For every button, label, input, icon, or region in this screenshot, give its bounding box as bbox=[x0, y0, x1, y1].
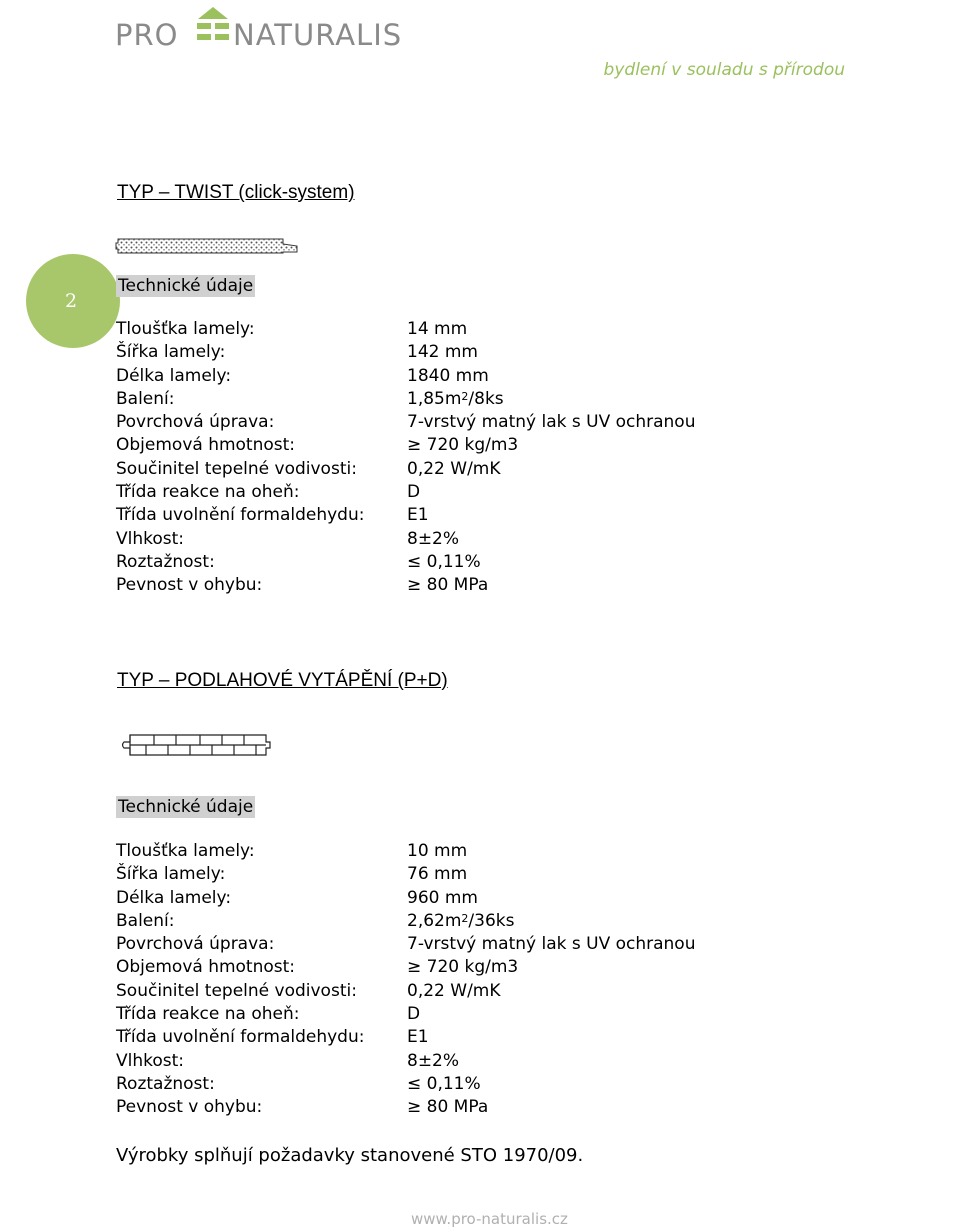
spec-label: Pevnost v ohybu: bbox=[116, 1097, 263, 1118]
spec-value-superscript: 2 bbox=[461, 389, 469, 403]
spec-label: Tloušťka lamely: bbox=[116, 841, 255, 861]
spec-value bbox=[407, 388, 504, 411]
footer-website: www.pro-naturalis.cz bbox=[411, 1210, 568, 1228]
spec-value: ≥ 720 kg/m3 bbox=[407, 957, 519, 978]
spec-value: ≤ 0,11% bbox=[407, 551, 481, 572]
spec-label: Třída uvolnění formaldehydu: bbox=[116, 1027, 365, 1048]
house-logo-icon bbox=[195, 6, 231, 52]
spec-label: Šířka lamely: bbox=[116, 342, 226, 363]
spec-value: D bbox=[407, 482, 421, 503]
spec-label: Objemová hmotnost: bbox=[116, 435, 296, 456]
spec-label: Objemová hmotnost: bbox=[116, 957, 296, 978]
spec-label: Délka lamely: bbox=[116, 365, 232, 386]
spec-value-main: 1,85m bbox=[407, 388, 462, 409]
spec-value-main: 2,62m bbox=[407, 910, 462, 931]
spec-value: 8±2% bbox=[407, 528, 460, 549]
spec-value: 0,22 W/mK bbox=[407, 458, 501, 479]
spec-label: Vlhkost: bbox=[116, 1050, 185, 1071]
spec-value: 7-vrstvý matný lak s UV ochranou bbox=[407, 412, 696, 433]
spec-value: E1 bbox=[407, 1027, 429, 1048]
spec-value-suffix: /36ks bbox=[468, 910, 515, 931]
spec-label: Balení: bbox=[116, 388, 175, 409]
spec-label: Balení: bbox=[116, 910, 175, 931]
spec-value: 10 mm bbox=[407, 841, 468, 861]
page-number: 2 bbox=[64, 290, 78, 312]
section-subheading: Technické údaje bbox=[118, 797, 254, 817]
spec-value: 960 mm bbox=[407, 887, 478, 908]
spec-label: Třída reakce na oheň: bbox=[116, 1004, 300, 1025]
spec-value: 0,22 W/mK bbox=[407, 980, 501, 1001]
spec-value: D bbox=[407, 1004, 421, 1025]
spec-value: ≥ 80 MPa bbox=[407, 575, 489, 596]
logo-text-pro: PRO bbox=[115, 18, 179, 52]
spec-value: 7-vrstvý matný lak s UV ochranou bbox=[407, 934, 696, 955]
spec-label: Součinitel tepelné vodivosti: bbox=[116, 458, 357, 479]
page-number-badge bbox=[26, 254, 120, 348]
compliance-note: Výrobky splňují požadavky stanovené STO 1970/09. bbox=[116, 1145, 584, 1166]
spec-value: 142 mm bbox=[407, 342, 478, 363]
spec-value: 76 mm bbox=[407, 864, 468, 885]
spec-value: ≥ 80 MPa bbox=[407, 1097, 489, 1118]
spec-label: Povrchová úprava: bbox=[116, 412, 275, 433]
spec-value: 1840 mm bbox=[407, 365, 489, 386]
spec-label: Pevnost v ohybu: bbox=[116, 575, 263, 596]
logo-text-naturalis: NATURALIS bbox=[233, 18, 403, 52]
spec-label: Roztažnost: bbox=[116, 551, 215, 572]
spec-value: E1 bbox=[407, 505, 429, 526]
spec-label: Povrchová úprava: bbox=[116, 934, 275, 955]
product-type-title: TYP – TWIST (click-system) bbox=[117, 182, 355, 203]
tagline: bydlení v souladu s přírodou bbox=[603, 60, 845, 80]
spec-label: Třída uvolnění formaldehydu: bbox=[116, 505, 365, 526]
spec-label: Délka lamely: bbox=[116, 887, 232, 908]
spec-label: Třída reakce na oheň: bbox=[116, 482, 300, 503]
spec-label: Vlhkost: bbox=[116, 528, 185, 549]
spec-value bbox=[407, 910, 514, 933]
product-type-title: TYP – PODLAHOVÉ VYTÁPĚNÍ (P+D) bbox=[117, 670, 448, 691]
spec-label: Tloušťka lamely: bbox=[116, 319, 255, 339]
spec-value-suffix: /8ks bbox=[468, 388, 504, 409]
spec-value: 8±2% bbox=[407, 1050, 460, 1071]
spec-label: Šířka lamely: bbox=[116, 864, 226, 885]
twist-board-profile-icon bbox=[115, 236, 301, 256]
spec-value: ≥ 720 kg/m3 bbox=[407, 435, 519, 456]
spec-value-superscript: 2 bbox=[461, 911, 469, 925]
spec-label: Roztažnost: bbox=[116, 1073, 215, 1094]
section-subheading: Technické údaje bbox=[118, 276, 254, 296]
spec-label: Součinitel tepelné vodivosti: bbox=[116, 980, 357, 1001]
spec-value: 14 mm bbox=[407, 319, 468, 339]
spec-value: ≤ 0,11% bbox=[407, 1073, 481, 1094]
floor-heating-board-profile-icon bbox=[120, 732, 272, 758]
